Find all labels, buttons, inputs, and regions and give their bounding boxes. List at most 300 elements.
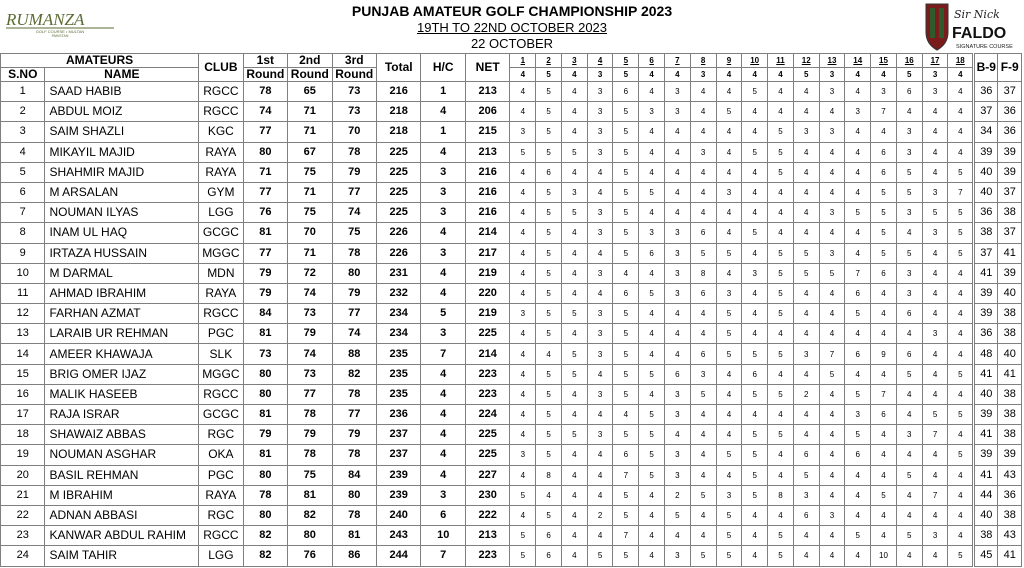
cell-round-1: 77 bbox=[243, 122, 287, 142]
cell-b9: 39 bbox=[974, 304, 998, 324]
cell-hole-13: 4 bbox=[819, 465, 845, 485]
cell-name: NOUMAN ASGHAR bbox=[45, 445, 199, 465]
cell-b9: 39 bbox=[974, 283, 998, 303]
cell-hole-8: 4 bbox=[690, 526, 716, 546]
cell-hole-1: 4 bbox=[510, 162, 536, 182]
cell-name: BRIG OMER IJAZ bbox=[45, 364, 199, 384]
cell-sno: 20 bbox=[1, 465, 45, 485]
cell-hole-11: 5 bbox=[768, 243, 794, 263]
cell-net: 213 bbox=[465, 526, 509, 546]
cell-hole-6: 5 bbox=[639, 182, 665, 202]
cell-hole-8: 4 bbox=[690, 425, 716, 445]
cell-hole-11: 5 bbox=[768, 526, 794, 546]
table-row bbox=[1, 425, 1022, 445]
cell-round-2: 80 bbox=[288, 526, 332, 546]
cell-hole-16: 5 bbox=[896, 162, 922, 182]
cell-f9: 36 bbox=[998, 485, 1022, 505]
cell-hole-6: 3 bbox=[639, 223, 665, 243]
cell-hole-1: 5 bbox=[510, 546, 536, 566]
cell-hole-9: 5 bbox=[716, 304, 742, 324]
cell-hole-2: 5 bbox=[536, 445, 562, 465]
cell-hole-12: 4 bbox=[793, 223, 819, 243]
cell-hole-4: 3 bbox=[587, 304, 613, 324]
cell-hole-10: 5 bbox=[742, 223, 768, 243]
header-par-11: 4 bbox=[768, 68, 794, 82]
cell-hole-16: 4 bbox=[896, 324, 922, 344]
cell-hole-2: 5 bbox=[536, 304, 562, 324]
cell-total: 243 bbox=[377, 526, 421, 546]
cell-hole-5: 5 bbox=[613, 122, 639, 142]
header-hole-7: 7 bbox=[665, 54, 691, 68]
cell-net: 220 bbox=[465, 283, 509, 303]
cell-round-3: 77 bbox=[332, 304, 376, 324]
cell-hole-12: 5 bbox=[793, 243, 819, 263]
header-hole-3: 3 bbox=[561, 54, 587, 68]
cell-hole-18: 5 bbox=[948, 243, 974, 263]
cell-hole-17: 4 bbox=[922, 102, 948, 122]
table-row bbox=[1, 203, 1022, 223]
cell-hole-17: 3 bbox=[922, 82, 948, 102]
cell-hole-4: 5 bbox=[587, 546, 613, 566]
cell-hole-5: 5 bbox=[613, 304, 639, 324]
cell-hole-7: 4 bbox=[665, 122, 691, 142]
cell-hole-1: 3 bbox=[510, 304, 536, 324]
cell-f9: 43 bbox=[998, 526, 1022, 546]
cell-net: 225 bbox=[465, 324, 509, 344]
cell-hole-12: 4 bbox=[793, 546, 819, 566]
cell-total: 216 bbox=[377, 82, 421, 102]
header-round-2-sub: Round bbox=[288, 68, 332, 82]
cell-hole-9: 4 bbox=[716, 82, 742, 102]
cell-hole-13: 5 bbox=[819, 364, 845, 384]
cell-hole-3: 4 bbox=[561, 283, 587, 303]
cell-hole-12: 4 bbox=[793, 526, 819, 546]
cell-name: SHAHMIR MAJID bbox=[45, 162, 199, 182]
cell-sno: 10 bbox=[1, 263, 45, 283]
cell-hole-10: 5 bbox=[742, 384, 768, 404]
cell-hole-9: 5 bbox=[716, 102, 742, 122]
cell-hole-6: 5 bbox=[639, 364, 665, 384]
cell-hole-5: 5 bbox=[613, 142, 639, 162]
cell-hole-12: 3 bbox=[793, 122, 819, 142]
cell-hole-18: 4 bbox=[948, 324, 974, 344]
header-hole-4: 4 bbox=[587, 54, 613, 68]
cell-hole-12: 4 bbox=[793, 182, 819, 202]
cell-total: 237 bbox=[377, 445, 421, 465]
cell-hole-8: 5 bbox=[690, 243, 716, 263]
cell-hole-12: 3 bbox=[793, 344, 819, 364]
cell-hole-6: 4 bbox=[639, 546, 665, 566]
cell-hole-1: 4 bbox=[510, 405, 536, 425]
cell-hole-9: 4 bbox=[716, 162, 742, 182]
table-row bbox=[1, 82, 1022, 102]
cell-hole-13: 4 bbox=[819, 304, 845, 324]
cell-hole-2: 5 bbox=[536, 283, 562, 303]
cell-total: 225 bbox=[377, 142, 421, 162]
cell-hole-14: 4 bbox=[845, 142, 871, 162]
cell-hole-5: 5 bbox=[613, 102, 639, 122]
cell-club: RAYA bbox=[199, 283, 243, 303]
cell-hole-2: 5 bbox=[536, 203, 562, 223]
cell-hole-14: 3 bbox=[845, 405, 871, 425]
cell-hole-11: 4 bbox=[768, 223, 794, 243]
cell-hole-10: 4 bbox=[742, 505, 768, 525]
cell-hole-10: 4 bbox=[742, 405, 768, 425]
cell-hole-5: 6 bbox=[613, 445, 639, 465]
cell-hole-1: 4 bbox=[510, 82, 536, 102]
cell-round-3: 74 bbox=[332, 203, 376, 223]
cell-total: 239 bbox=[377, 465, 421, 485]
cell-round-3: 74 bbox=[332, 324, 376, 344]
cell-hole-16: 3 bbox=[896, 122, 922, 142]
cell-hole-1: 5 bbox=[510, 142, 536, 162]
cell-hc: 5 bbox=[421, 304, 465, 324]
cell-hole-11: 5 bbox=[768, 162, 794, 182]
cell-name: M DARMAL bbox=[45, 263, 199, 283]
cell-hole-13: 4 bbox=[819, 102, 845, 122]
cell-hole-9: 4 bbox=[716, 465, 742, 485]
cell-hole-8: 4 bbox=[690, 122, 716, 142]
cell-hole-17: 4 bbox=[922, 304, 948, 324]
cell-hole-10: 3 bbox=[742, 263, 768, 283]
cell-hole-6: 4 bbox=[639, 485, 665, 505]
cell-hole-3: 4 bbox=[561, 445, 587, 465]
cell-hole-17: 4 bbox=[922, 445, 948, 465]
cell-net: 206 bbox=[465, 102, 509, 122]
cell-hole-2: 5 bbox=[536, 505, 562, 525]
cell-hole-7: 5 bbox=[665, 505, 691, 525]
cell-hole-4: 3 bbox=[587, 384, 613, 404]
cell-hole-6: 4 bbox=[639, 142, 665, 162]
cell-b9: 40 bbox=[974, 505, 998, 525]
cell-hole-18: 4 bbox=[948, 142, 974, 162]
cell-hole-6: 5 bbox=[639, 445, 665, 465]
cell-sno: 5 bbox=[1, 162, 45, 182]
cell-hole-5: 5 bbox=[613, 243, 639, 263]
cell-hole-13: 4 bbox=[819, 405, 845, 425]
cell-round-1: 79 bbox=[243, 283, 287, 303]
cell-hole-16: 5 bbox=[896, 465, 922, 485]
cell-hole-12: 4 bbox=[793, 324, 819, 344]
cell-sno: 11 bbox=[1, 283, 45, 303]
cell-hole-6: 4 bbox=[639, 203, 665, 223]
cell-hole-11: 4 bbox=[768, 405, 794, 425]
cell-hole-12: 5 bbox=[793, 465, 819, 485]
cell-name: BASIL REHMAN bbox=[45, 465, 199, 485]
cell-club: LGG bbox=[199, 546, 243, 566]
cell-b9: 39 bbox=[974, 405, 998, 425]
cell-hole-13: 5 bbox=[819, 263, 845, 283]
cell-round-2: 77 bbox=[288, 384, 332, 404]
cell-hole-14: 5 bbox=[845, 203, 871, 223]
table-row bbox=[1, 263, 1022, 283]
cell-sno: 7 bbox=[1, 203, 45, 223]
cell-hole-1: 3 bbox=[510, 122, 536, 142]
cell-hole-11: 5 bbox=[768, 384, 794, 404]
cell-hole-16: 3 bbox=[896, 425, 922, 445]
cell-hole-8: 3 bbox=[690, 142, 716, 162]
cell-sno: 3 bbox=[1, 122, 45, 142]
cell-hole-18: 5 bbox=[948, 223, 974, 243]
cell-hole-2: 5 bbox=[536, 364, 562, 384]
cell-round-2: 78 bbox=[288, 405, 332, 425]
cell-club: SLK bbox=[199, 344, 243, 364]
cell-b9: 36 bbox=[974, 324, 998, 344]
cell-net: 215 bbox=[465, 122, 509, 142]
cell-b9: 34 bbox=[974, 122, 998, 142]
cell-hole-11: 4 bbox=[768, 445, 794, 465]
cell-hole-13: 3 bbox=[819, 203, 845, 223]
cell-hole-17: 4 bbox=[922, 384, 948, 404]
cell-hole-4: 4 bbox=[587, 405, 613, 425]
cell-hole-4: 3 bbox=[587, 142, 613, 162]
cell-hole-4: 4 bbox=[587, 162, 613, 182]
cell-hole-15: 4 bbox=[871, 465, 897, 485]
cell-hole-3: 3 bbox=[561, 182, 587, 202]
cell-hole-15: 9 bbox=[871, 344, 897, 364]
cell-hole-14: 7 bbox=[845, 263, 871, 283]
cell-hc: 4 bbox=[421, 263, 465, 283]
cell-hole-18: 5 bbox=[948, 405, 974, 425]
cell-total: 239 bbox=[377, 485, 421, 505]
cell-hole-7: 4 bbox=[665, 182, 691, 202]
cell-f9: 41 bbox=[998, 364, 1022, 384]
logo-right-script: Sir Nick bbox=[954, 8, 1000, 21]
cell-hole-16: 4 bbox=[896, 102, 922, 122]
page-title: PUNJAB AMATEUR GOLF CHAMPIONSHIP 2023 bbox=[351, 3, 673, 19]
cell-hole-16: 6 bbox=[896, 344, 922, 364]
cell-hole-7: 3 bbox=[665, 384, 691, 404]
cell-hole-15: 4 bbox=[871, 505, 897, 525]
cell-hole-18: 5 bbox=[948, 546, 974, 566]
cell-hole-15: 6 bbox=[871, 263, 897, 283]
header-club: CLUB bbox=[199, 54, 243, 82]
cell-hole-2: 5 bbox=[536, 263, 562, 283]
cell-hole-10: 5 bbox=[742, 344, 768, 364]
cell-hole-10: 4 bbox=[742, 182, 768, 202]
cell-hole-17: 4 bbox=[922, 162, 948, 182]
cell-club: KGC bbox=[199, 122, 243, 142]
cell-round-1: 76 bbox=[243, 203, 287, 223]
cell-round-1: 81 bbox=[243, 223, 287, 243]
cell-club: RGCC bbox=[199, 526, 243, 546]
cell-hole-16: 5 bbox=[896, 182, 922, 202]
cell-b9: 40 bbox=[974, 162, 998, 182]
cell-total: 235 bbox=[377, 344, 421, 364]
cell-hole-12: 4 bbox=[793, 82, 819, 102]
cell-net: 227 bbox=[465, 465, 509, 485]
cell-name: LARAIB UR REHMAN bbox=[45, 324, 199, 344]
cell-hole-5: 7 bbox=[613, 526, 639, 546]
cell-hole-4: 2 bbox=[587, 505, 613, 525]
cell-hole-2: 6 bbox=[536, 162, 562, 182]
cell-hole-10: 4 bbox=[742, 203, 768, 223]
cell-sno: 18 bbox=[1, 425, 45, 445]
cell-name: IRTAZA HUSSAIN bbox=[45, 243, 199, 263]
cell-hole-6: 5 bbox=[639, 425, 665, 445]
cell-hole-14: 4 bbox=[845, 223, 871, 243]
cell-hole-3: 4 bbox=[561, 82, 587, 102]
cell-hole-8: 4 bbox=[690, 304, 716, 324]
cell-sno: 21 bbox=[1, 485, 45, 505]
header-hole-14: 14 bbox=[845, 54, 871, 68]
cell-round-1: 71 bbox=[243, 162, 287, 182]
cell-hole-5: 5 bbox=[613, 203, 639, 223]
cell-net: 214 bbox=[465, 223, 509, 243]
cell-round-2: 73 bbox=[288, 304, 332, 324]
cell-hole-9: 3 bbox=[716, 485, 742, 505]
cell-hole-3: 4 bbox=[561, 384, 587, 404]
cell-f9: 40 bbox=[998, 283, 1022, 303]
cell-hole-2: 8 bbox=[536, 465, 562, 485]
cell-round-1: 79 bbox=[243, 263, 287, 283]
cell-round-3: 77 bbox=[332, 182, 376, 202]
header-name: NAME bbox=[45, 68, 199, 82]
cell-round-2: 65 bbox=[288, 82, 332, 102]
cell-hole-7: 4 bbox=[665, 142, 691, 162]
cell-hole-16: 4 bbox=[896, 505, 922, 525]
cell-hole-5: 5 bbox=[613, 162, 639, 182]
header-hole-8: 8 bbox=[690, 54, 716, 68]
cell-hole-15: 5 bbox=[871, 203, 897, 223]
cell-b9: 41 bbox=[974, 263, 998, 283]
cell-hole-17: 7 bbox=[922, 485, 948, 505]
header-hole-2: 2 bbox=[536, 54, 562, 68]
cell-hole-17: 3 bbox=[922, 223, 948, 243]
cell-hole-8: 4 bbox=[690, 162, 716, 182]
cell-hole-8: 6 bbox=[690, 344, 716, 364]
logo-right-sub: SIGNATURE COURSE bbox=[956, 44, 1013, 50]
cell-hole-18: 4 bbox=[948, 304, 974, 324]
cell-hole-13: 3 bbox=[819, 243, 845, 263]
cell-hole-5: 5 bbox=[613, 182, 639, 202]
cell-hole-11: 5 bbox=[768, 142, 794, 162]
cell-hole-10: 4 bbox=[742, 283, 768, 303]
cell-hole-1: 4 bbox=[510, 364, 536, 384]
cell-hole-18: 4 bbox=[948, 505, 974, 525]
header-par-13: 3 bbox=[819, 68, 845, 82]
cell-net: 219 bbox=[465, 304, 509, 324]
cell-hole-15: 4 bbox=[871, 425, 897, 445]
header-par-3: 4 bbox=[561, 68, 587, 82]
cell-hole-14: 5 bbox=[845, 425, 871, 445]
header-net: NET bbox=[465, 54, 509, 82]
cell-hc: 4 bbox=[421, 223, 465, 243]
cell-hole-17: 4 bbox=[922, 344, 948, 364]
table-row bbox=[1, 283, 1022, 303]
cell-total: 235 bbox=[377, 384, 421, 404]
cell-hole-6: 4 bbox=[639, 324, 665, 344]
cell-round-2: 79 bbox=[288, 425, 332, 445]
cell-hole-16: 5 bbox=[896, 243, 922, 263]
cell-hole-11: 4 bbox=[768, 203, 794, 223]
cell-total: 218 bbox=[377, 102, 421, 122]
cell-hole-9: 4 bbox=[716, 203, 742, 223]
cell-hole-1: 3 bbox=[510, 445, 536, 465]
cell-hole-14: 4 bbox=[845, 182, 871, 202]
cell-total: 234 bbox=[377, 304, 421, 324]
cell-hole-13: 3 bbox=[819, 122, 845, 142]
cell-hole-8: 4 bbox=[690, 102, 716, 122]
cell-hole-6: 4 bbox=[639, 526, 665, 546]
cell-hole-12: 3 bbox=[793, 485, 819, 505]
cell-hc: 4 bbox=[421, 384, 465, 404]
cell-net: 216 bbox=[465, 162, 509, 182]
cell-hole-12: 4 bbox=[793, 425, 819, 445]
cell-hole-18: 4 bbox=[948, 82, 974, 102]
cell-hole-10: 5 bbox=[742, 465, 768, 485]
cell-hole-6: 5 bbox=[639, 465, 665, 485]
cell-round-3: 81 bbox=[332, 526, 376, 546]
cell-f9: 39 bbox=[998, 162, 1022, 182]
cell-hole-10: 4 bbox=[742, 102, 768, 122]
cell-hole-1: 4 bbox=[510, 223, 536, 243]
cell-hole-10: 4 bbox=[742, 304, 768, 324]
cell-hole-9: 4 bbox=[716, 364, 742, 384]
cell-round-3: 86 bbox=[332, 546, 376, 566]
cell-round-2: 75 bbox=[288, 465, 332, 485]
cell-hole-16: 4 bbox=[896, 405, 922, 425]
event-dates: 19TH TO 22ND OCTOBER 2023 bbox=[416, 20, 608, 35]
cell-hole-11: 4 bbox=[768, 182, 794, 202]
cell-hole-17: 4 bbox=[922, 122, 948, 142]
cell-name: FARHAN AZMAT bbox=[45, 304, 199, 324]
cell-hole-15: 4 bbox=[871, 364, 897, 384]
header-hole-10: 10 bbox=[742, 54, 768, 68]
cell-hole-3: 4 bbox=[561, 324, 587, 344]
cell-hole-14: 4 bbox=[845, 364, 871, 384]
cell-round-3: 88 bbox=[332, 344, 376, 364]
cell-sno: 9 bbox=[1, 243, 45, 263]
cell-b9: 40 bbox=[974, 384, 998, 404]
cell-hole-5: 5 bbox=[613, 425, 639, 445]
cell-hole-12: 4 bbox=[793, 364, 819, 384]
cell-hole-18: 4 bbox=[948, 122, 974, 142]
cell-hole-3: 4 bbox=[561, 263, 587, 283]
cell-club: RAYA bbox=[199, 162, 243, 182]
cell-club: OKA bbox=[199, 445, 243, 465]
cell-hole-4: 3 bbox=[587, 263, 613, 283]
cell-club: RGCC bbox=[199, 82, 243, 102]
cell-sno: 19 bbox=[1, 445, 45, 465]
cell-hole-16: 6 bbox=[896, 304, 922, 324]
cell-total: 231 bbox=[377, 263, 421, 283]
cell-name: SAIM TAHIR bbox=[45, 546, 199, 566]
cell-hole-15: 5 bbox=[871, 243, 897, 263]
cell-hole-5: 5 bbox=[613, 364, 639, 384]
cell-hole-4: 3 bbox=[587, 82, 613, 102]
cell-hole-7: 4 bbox=[665, 526, 691, 546]
cell-round-1: 81 bbox=[243, 445, 287, 465]
header-par-17: 3 bbox=[922, 68, 948, 82]
header-par-10: 4 bbox=[742, 68, 768, 82]
cell-total: 226 bbox=[377, 243, 421, 263]
cell-f9: 38 bbox=[998, 324, 1022, 344]
logo-left-country: PAKISTAN bbox=[51, 34, 69, 38]
cell-hole-2: 5 bbox=[536, 182, 562, 202]
cell-hole-14: 4 bbox=[845, 546, 871, 566]
cell-net: 217 bbox=[465, 243, 509, 263]
cell-hole-13: 3 bbox=[819, 82, 845, 102]
cell-hole-14: 4 bbox=[845, 505, 871, 525]
header-round-3-sub: Round bbox=[332, 68, 376, 82]
table-row bbox=[1, 142, 1022, 162]
header-hole-17: 17 bbox=[922, 54, 948, 68]
cell-hole-15: 10 bbox=[871, 546, 897, 566]
cell-net: 216 bbox=[465, 182, 509, 202]
cell-hole-2: 5 bbox=[536, 102, 562, 122]
cell-hole-3: 4 bbox=[561, 505, 587, 525]
